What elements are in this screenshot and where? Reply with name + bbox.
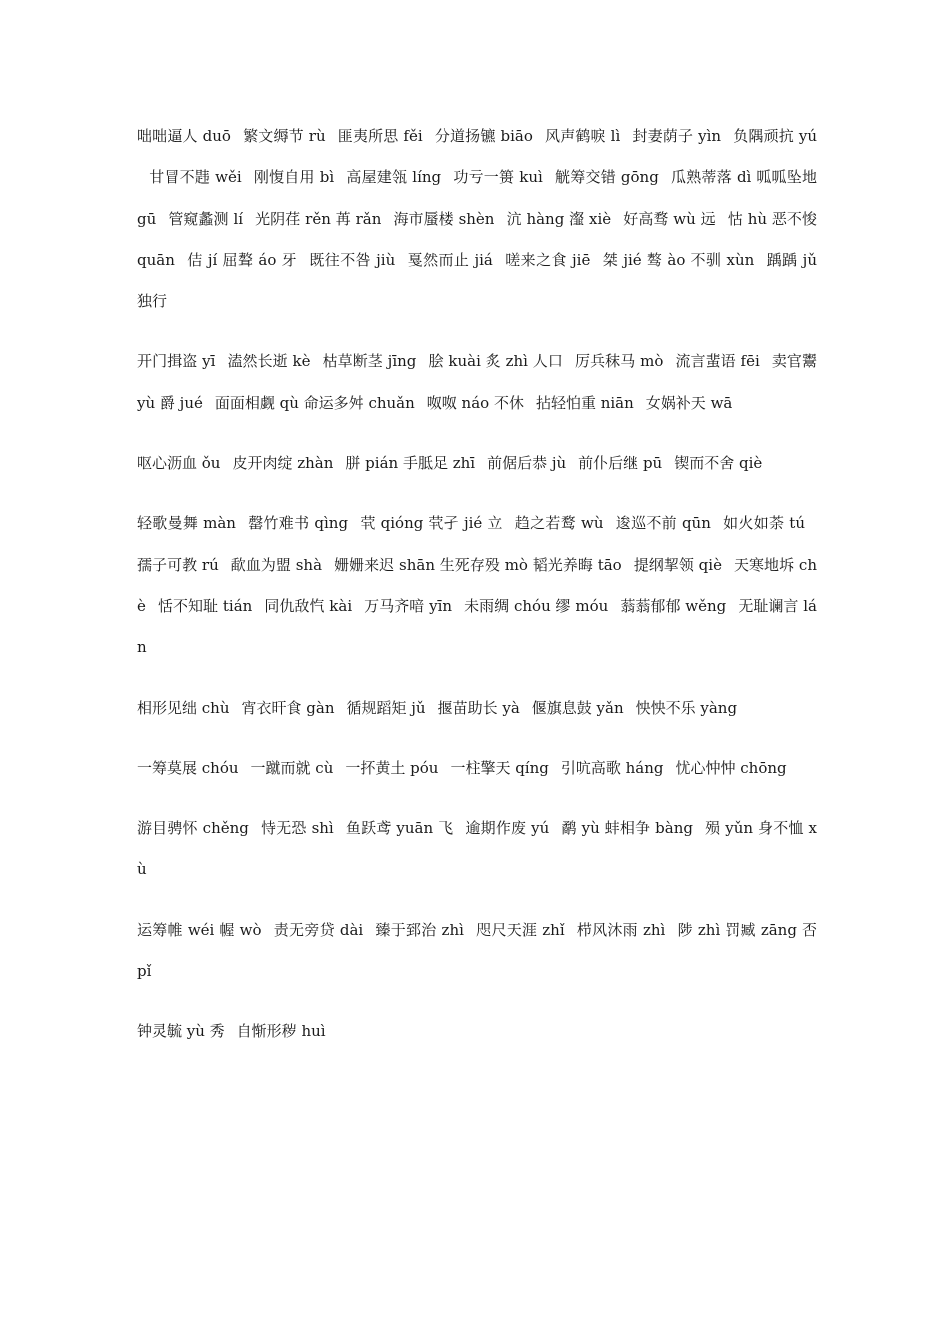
idiom-entry: 皮开肉绽 zhàn: [232, 454, 334, 473]
idiom-entry: 开门揖盗 yī: [137, 352, 216, 371]
idiom-entry: 茕 qióng 茕孑 jié 立: [360, 514, 503, 533]
idiom-entry: 鹬 yù 蚌相争 bàng: [561, 819, 693, 838]
idiom-entry: 好高骛 wù 远: [623, 209, 716, 228]
idiom-entry: 一柱擎天 qíng: [450, 758, 549, 777]
idiom-entry: 胼 pián 手胝足 zhī: [345, 454, 476, 473]
idiom-entry: 溘然长逝 kè: [227, 352, 311, 371]
document-body: [137, 116, 817, 1072]
idiom-entry: 轻歌曼舞 màn: [137, 514, 236, 533]
idiom-paragraph: [137, 688, 817, 729]
idiom-entry: 卖官鬻 yù 爵 jué: [137, 352, 817, 412]
idiom-entry: 前仆后继 pū: [578, 454, 663, 473]
idiom-entry: 光阴荏 rěn 苒 rǎn: [255, 209, 382, 228]
idiom-entry: 前倨后恭 jù: [487, 454, 567, 473]
idiom-entry: 栉风沐雨 zhì: [576, 920, 666, 939]
idiom-entry: 咄咄逼人 duō: [137, 127, 231, 145]
idiom-entry: 偃旗息鼓 yǎn: [531, 698, 624, 717]
idiom-entry: 臻于郅治 zhì: [375, 920, 464, 939]
idiom-paragraph: [137, 808, 817, 891]
idiom-entry: 一蹴而就 cù: [250, 758, 334, 777]
idiom-entry: 恬不知耻 tián: [157, 596, 253, 615]
idiom-paragraph: [137, 341, 817, 424]
idiom-entry: 海市蜃楼 shèn: [393, 209, 495, 228]
idiom-paragraph: [137, 503, 817, 668]
idiom-entry: 游目骋怀 chěng: [137, 819, 249, 838]
idiom-entry: 恃无恐 shì: [260, 819, 334, 838]
idiom-entry: 踽踽 jǔ 独行: [137, 250, 817, 311]
idiom-entry: 枯草断茎 jīng: [322, 352, 417, 371]
idiom-entry: 锲而不舍 qiè: [674, 454, 763, 473]
idiom-entry: 功亏一篑 kuì: [453, 168, 543, 187]
idiom-entry: 面面相觑 qù 命运多舛 chuǎn: [214, 393, 415, 412]
idiom-entry: 呕心沥血 ǒu: [137, 454, 221, 473]
idiom-entry: 揠苗助长 yà: [437, 698, 520, 717]
idiom-entry: 如火如荼 tú: [722, 514, 805, 533]
idiom-entry: 脍 kuài 炙 zhì 人口: [428, 352, 563, 371]
idiom-entry: 趋之若鹜 wù: [514, 514, 604, 533]
idiom-entry: 匪夷所思 fěi: [337, 127, 423, 145]
idiom-entry: 相形见绌 chù: [137, 698, 230, 717]
idiom-entry: 呶呶 náo 不休: [426, 393, 524, 412]
idiom-entry: 刚愎自用 bì: [253, 168, 335, 187]
idiom-entry: 风声鹤唳 lì: [544, 127, 621, 145]
idiom-entry: 陟 zhì 罚臧 zāng 否 pǐ: [137, 920, 817, 981]
idiom-entry: 怙 hù 恶不悛 quān: [137, 209, 817, 269]
idiom-entry: 循规蹈矩 jǔ: [346, 698, 426, 717]
idiom-entry: 既往不咎 jiù: [308, 250, 396, 269]
idiom-entry: 自惭形秽 huì: [236, 1022, 326, 1041]
idiom-entry: 管窥蠡测 lí: [168, 209, 244, 228]
idiom-entry: 逡巡不前 qūn: [615, 514, 711, 533]
idiom-entry: 沆 hàng 瀣 xiè: [506, 209, 612, 228]
idiom-entry: 女娲补天 wā: [645, 393, 733, 412]
idiom-entry: 封妻荫子 yìn: [632, 127, 722, 145]
idiom-entry: 歃血为盟 shà: [230, 555, 323, 574]
idiom-entry: 钟灵毓 yù 秀: [137, 1022, 225, 1041]
idiom-entry: 无耻谰言 lán: [137, 596, 818, 657]
idiom-entry: 引吭高歌 háng: [560, 758, 664, 777]
idiom-entry: 同仇敌忾 kài: [264, 596, 353, 615]
idiom-entry: 戛然而止 jiá: [407, 250, 493, 269]
idiom-entry: 负隅顽抗 yú: [733, 127, 818, 145]
idiom-entry: 鱼跃鸢 yuān 飞: [345, 819, 454, 838]
idiom-entry: 嗟来之食 jiē: [504, 250, 591, 269]
idiom-entry: 天寒地坼 chè: [137, 555, 817, 615]
idiom-paragraph: [137, 910, 817, 993]
idiom-entry: 未雨绸 chóu 缪 móu: [464, 596, 609, 615]
idiom-entry: 甘冒不韪 wěi: [149, 168, 242, 187]
idiom-entry: 咫尺天涯 zhǐ: [475, 920, 565, 939]
idiom-entry: 责无旁贷 dài: [273, 920, 364, 939]
idiom-entry: 高屋建瓴 líng: [346, 168, 442, 187]
idiom-entry: 瓜熟蒂落 dì 呱呱坠地 gū: [137, 168, 818, 228]
idiom-entry: 忧心忡忡 chōng: [675, 758, 787, 777]
idiom-entry: 提纲挈领 qiè: [633, 555, 722, 574]
idiom-entry: 厉兵秣马 mò: [574, 352, 664, 371]
idiom-entry: 罄竹难书 qìng: [247, 514, 349, 533]
idiom-entry: 桀 jié 骜 ào 不驯 xùn: [602, 250, 755, 269]
idiom-entry: 殒 yǔn 身不恤 xù: [137, 819, 817, 879]
idiom-entry: 一抔黄土 póu: [345, 758, 439, 777]
idiom-entry: 分道扬镳 biāo: [434, 127, 533, 145]
idiom-paragraph: [137, 748, 817, 789]
idiom-entry: 宵衣旰食 gàn: [241, 698, 335, 717]
idiom-entry: 运筹帷 wéi 幄 wò: [137, 920, 262, 939]
idiom-entry: 姗姗来迟 shān 生死存殁 mò 韬光养晦 tāo: [334, 555, 622, 574]
idiom-entry: 拈轻怕重 niān: [535, 393, 634, 412]
idiom-entry: 逾期作废 yú: [465, 819, 550, 838]
idiom-entry: 觥筹交错 gōng: [554, 168, 659, 187]
idiom-entry: 孺子可教 rú: [137, 555, 219, 574]
idiom-entry: 繁文缛节 rù: [242, 127, 326, 145]
idiom-entry: 怏怏不乐 yàng: [635, 698, 738, 717]
idiom-entry: 蓊蓊郁郁 wěng: [620, 596, 727, 615]
idiom-paragraph: [137, 443, 817, 484]
idiom-paragraph: [137, 116, 817, 322]
idiom-entry: 流言蜚语 fēi: [675, 352, 760, 371]
idiom-entry: 一筹莫展 chóu: [137, 758, 239, 777]
idiom-entry: 万马齐喑 yīn: [364, 596, 453, 615]
idiom-entry: 佶 jí 屈聱 áo 牙: [186, 250, 297, 269]
idiom-paragraph: [137, 1011, 817, 1052]
